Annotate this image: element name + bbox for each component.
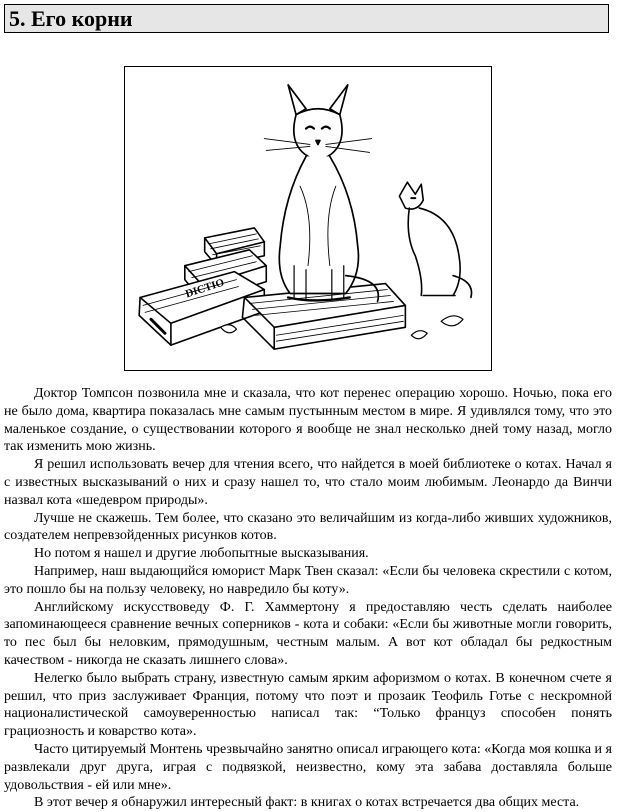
book-spine-lettering: DICTIO	[184, 276, 226, 301]
paragraph: Например, наш выдающийся юморист Марк Твен сказал: «Если бы человека скрестили с котом, это пошло бы на пользу человеку, но навредило бы коту».	[4, 563, 612, 597]
paragraph: Лучше не скажешь. Тем более, что сказано это величайшим из когда-либо живших художников, создателем непревзойденных рисунков котов.	[4, 510, 612, 544]
paragraph: Доктор Томпсон позвонила мне и сказала, что кот перенес операцию хорошо. Ночью, пока его не было дома, квартира показалась мне самым пустынным местом в мире. Я удивлялся тому, что это маленькое создание, о существовании которого я вообще не знал несколько дней тому назад, могло так изменить мою жизнь.	[4, 386, 612, 455]
chapter-title: 5. Его корни	[9, 6, 133, 31]
paragraph: Нелегко было выбрать страну, известную самым ярким афоризмом о котах. В конечном счете я решил, что приз заслуживает Франция, потому что поэт и прозаик Теофиль Готье с нескромной националистической самоуверенностью написал так: “Только француз способен понять грациозность и коварство кота».	[4, 670, 612, 740]
small-cat-drawing	[399, 182, 471, 297]
paragraph: Я решил использовать вечер для чтения всего, что найдется в моей библиотеке о котах. Начал я с известных высказываний о них и сразу нашел то, что стало моим любимым. Леонардо да Винчи назвал кота «шедевром природы».	[4, 457, 612, 508]
seated-cat-drawing	[264, 85, 378, 302]
paragraph: Часто цитируемый Монтень чрезвычайно занятно описал играющего кота: «Когда моя кошка и я развлекали друг друга, играя с подвязкой, неизвестно, кому эта забава доставляла больше удовольствия - ей или мне».	[4, 741, 612, 793]
paragraph: В этот вечер я обнаружил интересный факт: в книгах о котах встречается два общих места.	[34, 795, 580, 811]
paragraph: Но потом я нашел и другие любопытные высказывания.	[34, 546, 369, 562]
cat-with-books-illustration	[124, 66, 492, 371]
chapter-header	[4, 4, 609, 33]
paragraph: Английскому искусствоведу Ф. Г. Хаммертону я предоставляю честь сделать наиболее запоминающееся сравнение вечных соперников - кота и собаки: «Если бы животные могли говорить, то пес был бы неловким, прямодушным, честным малым. А вот кот обладал бы редкостным качеством - никогда не сказать лишнего слова».	[4, 599, 612, 668]
body-text	[4, 385, 612, 812]
leaves-drawing	[221, 316, 463, 339]
